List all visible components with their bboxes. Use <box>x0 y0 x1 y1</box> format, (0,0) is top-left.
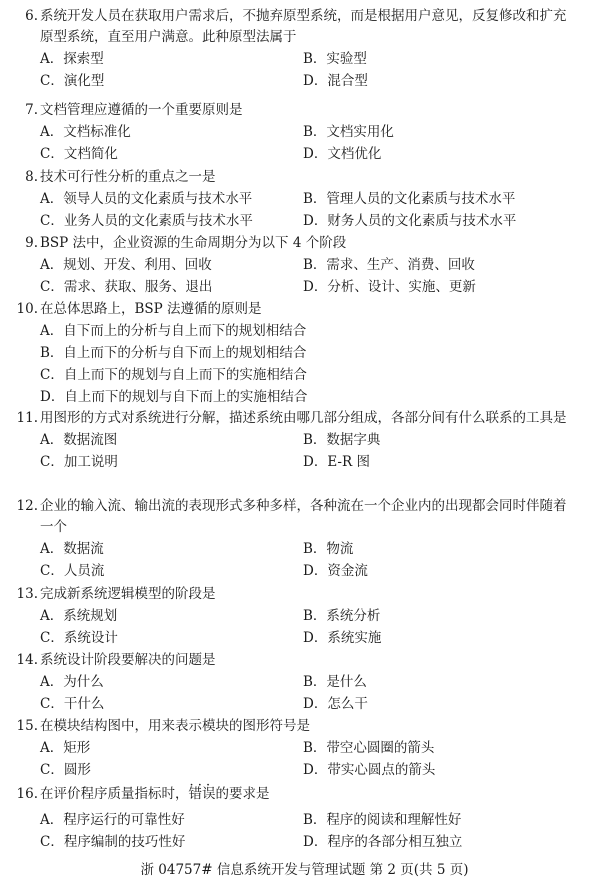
option-a: A．数据流图 <box>40 432 118 448</box>
option-row <box>0 188 609 210</box>
option-row <box>0 70 609 92</box>
option-b: B．是什么 <box>303 674 367 690</box>
option-row <box>0 560 609 582</box>
option-c: C．加工说明 <box>40 454 118 470</box>
option-a: A．系统规划 <box>40 608 118 624</box>
question-number: 11. <box>16 410 38 426</box>
emphasis-dotted-text: 错误 · · · <box>189 786 216 802</box>
question-stem-pre: 在评价程序质量指标时， <box>40 786 189 802</box>
question-number: 6. <box>25 8 38 24</box>
question-stem: 文档管理应遵循的一个重要原则是 <box>40 102 243 118</box>
option-row <box>0 276 609 298</box>
question-number: 15. <box>16 718 38 734</box>
option-row <box>0 671 609 693</box>
option-c: C．文档简化 <box>40 146 118 162</box>
option-row <box>0 48 609 70</box>
question-number: 7. <box>25 102 38 118</box>
option-row <box>0 364 609 386</box>
question-stem: 用图形的方式对系统进行分解，描述系统由哪几部分组成，各部分间有什么联系的工具是 <box>40 410 567 426</box>
option-b: B．程序的阅读和理解性好 <box>303 812 462 828</box>
question-number: 16. <box>16 786 38 802</box>
question-stem: 完成新系统逻辑模型的阶段是 <box>40 586 216 602</box>
option-row <box>0 605 609 627</box>
option-row <box>0 143 609 165</box>
option-row <box>0 342 609 364</box>
question-stem: 企业的输入流、输出流的表现形式多种多样，各种流在一个企业内的出现都会同时伴随着一个 <box>40 498 567 535</box>
option-a: A．矩形 <box>40 740 91 756</box>
question-12 <box>0 496 609 582</box>
option-c: C．演化型 <box>40 73 105 89</box>
option-row <box>0 627 609 649</box>
option-row <box>0 759 609 781</box>
question-number: 8. <box>25 169 38 185</box>
option-d: D．财务人员的文化素质与技术水平 <box>303 213 517 229</box>
option-a: A．自下而上的分析与自上而下的规划相结合 <box>40 323 307 339</box>
option-c: C．程序编制的技巧性好 <box>40 834 186 850</box>
option-a: A．规划、开发、利用、回收 <box>40 257 212 273</box>
page-footer: 浙 04757# 信息系统开发与管理试题 第 2 页(共 5 页) <box>140 862 469 878</box>
question-number: 9. <box>25 235 38 251</box>
option-c: C．需求、获取、服务、退出 <box>40 279 213 295</box>
question-9 <box>0 233 609 298</box>
question-stem: 系统开发人员在获取用户需求后，不抛弃原型系统，而是根据用户意见，反复修改和扩充原型系统，直至用户满意。此种原型法属于 <box>40 8 567 45</box>
question-11 <box>0 408 609 473</box>
option-d: D．文档优化 <box>303 146 382 162</box>
option-row <box>0 538 609 560</box>
question-number: 13. <box>16 586 38 602</box>
question-stem: 在总体思路上，BSP 法遵循的原则是 <box>40 301 262 317</box>
question-13 <box>0 584 609 649</box>
option-d: D．自上而下的规划与自下而上的实施相结合 <box>40 389 308 405</box>
option-row <box>0 320 609 342</box>
option-a: A．为什么 <box>40 674 104 690</box>
option-row <box>0 693 609 715</box>
option-d: D．怎么干 <box>303 696 368 712</box>
question-stem-post: 的要求是 <box>215 786 270 802</box>
option-row <box>0 737 609 759</box>
question-number: 10. <box>16 301 38 317</box>
question-16 <box>0 784 609 853</box>
option-d: D．资金流 <box>303 563 368 579</box>
option-c: C．系统设计 <box>40 630 118 646</box>
question-stem: 系统设计阶段要解决的问题是 <box>40 652 216 668</box>
option-c: C．干什么 <box>40 696 105 712</box>
option-b: B．自上而下的分析与自下而上的规划相结合 <box>40 345 307 361</box>
option-row <box>0 386 609 408</box>
option-a: A．探索型 <box>40 51 104 67</box>
option-b: B．需求、生产、消费、回收 <box>303 257 475 273</box>
option-a: A．程序运行的可靠性好 <box>40 812 185 828</box>
option-d: D．系统实施 <box>303 630 382 646</box>
option-c: C．自上而下的规划与自上而下的实施相结合 <box>40 367 307 383</box>
option-d: D．带实心圆点的箭头 <box>303 762 436 778</box>
option-b: B．系统分析 <box>303 608 381 624</box>
option-b: B．管理人员的文化素质与技术水平 <box>303 191 516 207</box>
option-d: D．混合型 <box>303 73 368 89</box>
option-d: D．E-R 图 <box>303 454 370 470</box>
question-15 <box>0 716 609 781</box>
option-b: B．数据字典 <box>303 432 381 448</box>
option-row <box>0 121 609 143</box>
question-10 <box>0 299 609 408</box>
question-number: 14. <box>16 652 38 668</box>
option-d: D．程序的各部分相互独立 <box>303 834 463 850</box>
option-b: B．文档实用化 <box>303 124 394 140</box>
question-6 <box>0 6 609 92</box>
option-a: A．领导人员的文化素质与技术水平 <box>40 191 253 207</box>
question-stem: 在模块结构图中，用来表示模块的图形符号是 <box>40 718 310 734</box>
question-7 <box>0 100 609 165</box>
option-row <box>0 429 609 451</box>
question-number: 12. <box>16 498 38 514</box>
question-8 <box>0 167 609 232</box>
question-stem: BSP 法中，企业资源的生命周期分为以下 4 个阶段 <box>40 235 347 251</box>
option-a: A．文档标准化 <box>40 124 131 140</box>
option-b: B．物流 <box>303 541 354 557</box>
option-row <box>0 451 609 473</box>
option-b: B．实验型 <box>303 51 367 67</box>
option-row <box>0 254 609 276</box>
option-row <box>0 831 609 853</box>
question-stem: 技术可行性分析的重点之一是 <box>40 169 216 185</box>
option-c: C．业务人员的文化素质与技术水平 <box>40 213 253 229</box>
option-d: D．分析、设计、实施、更新 <box>303 279 476 295</box>
option-row <box>0 210 609 232</box>
option-c: C．人员流 <box>40 563 105 579</box>
option-row <box>0 809 609 831</box>
option-b: B．带空心圆圈的箭头 <box>303 740 435 756</box>
option-a: A．数据流 <box>40 541 104 557</box>
question-14 <box>0 650 609 715</box>
option-c: C．圆形 <box>40 762 91 778</box>
